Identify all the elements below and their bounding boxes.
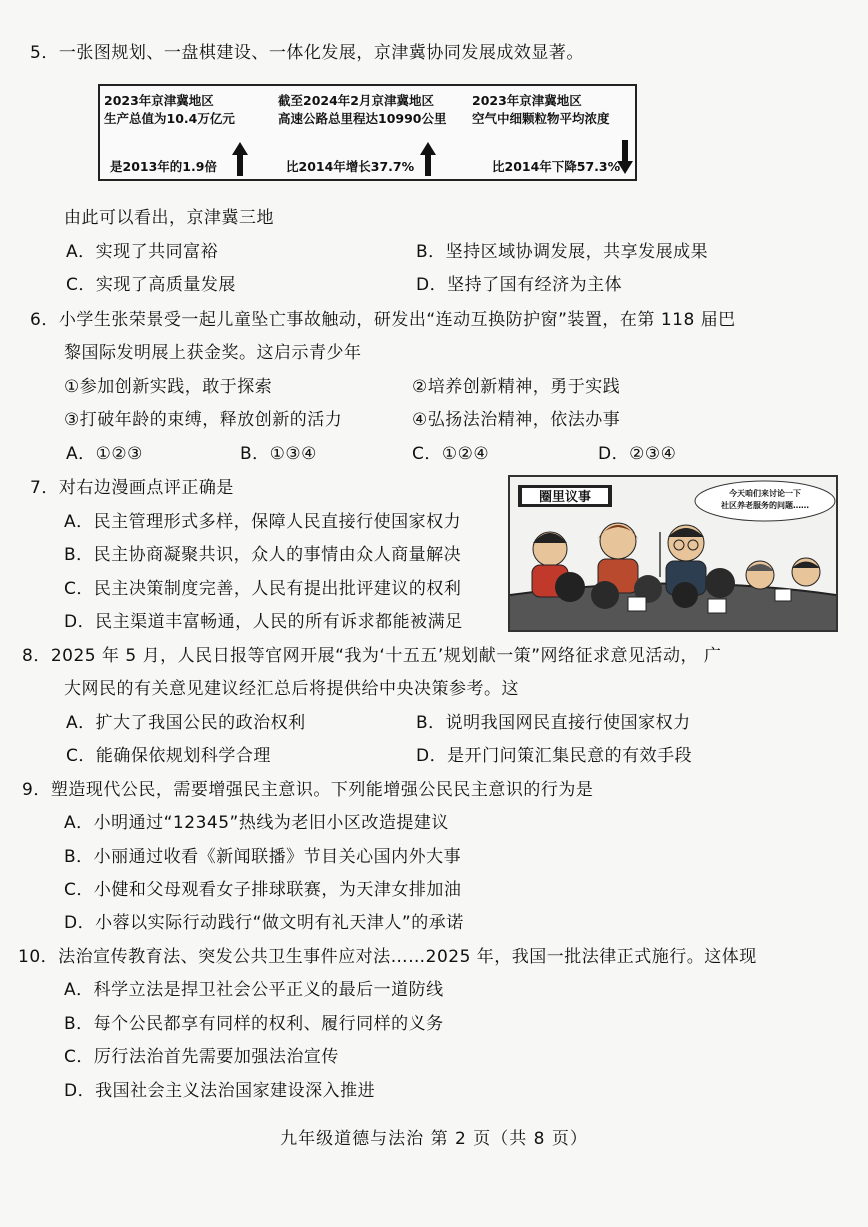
- q5-option-d[interactable]: D．坚持了国有经济为主体: [416, 275, 623, 295]
- q5-data-2-line2: 高速公路总里程达10990公里: [278, 111, 447, 126]
- q10-option-b[interactable]: B．每个公民都享有同样的权利、履行同样的义务: [64, 1014, 444, 1034]
- q5-lead: 由此可以看出，京津冀三地: [64, 208, 274, 228]
- q6-item-3: ③打破年龄的束缚，释放创新的活力: [64, 410, 343, 430]
- q6-item-2: ②培养创新精神，勇于实践: [412, 377, 621, 397]
- q5-data-3-line2: 空气中细颗粒物平均浓度: [472, 111, 610, 126]
- q6-option-a[interactable]: A．①②③: [66, 444, 143, 464]
- q5-data-2-line3: 比2014年增长37.7%: [286, 159, 415, 174]
- q8-option-b[interactable]: B．说明我国网民直接行使国家权力: [416, 713, 691, 733]
- q7-option-d[interactable]: D．民主渠道丰富畅通，人民的所有诉求都能被满足: [64, 612, 463, 632]
- q6-option-d[interactable]: D．②③④: [598, 444, 677, 464]
- q5-data-1-line2: 生产总值为10.4万亿元: [104, 111, 235, 126]
- q5-option-a[interactable]: A．实现了共同富裕: [66, 242, 219, 262]
- q8-stem-line1: 8．2025 年 5 月，人民日报等官网开展“我为‘十五五’规划献一策”网络征求意见活动， 广: [22, 646, 722, 666]
- q7-stem: 7．对右边漫画点评正确是: [30, 478, 234, 498]
- q5-data-3-line1: 2023年京津冀地区: [472, 93, 582, 108]
- q9-option-a[interactable]: A．小明通过“12345”热线为老旧小区改造提建议: [64, 813, 449, 833]
- q10-stem: 10．法治宣传教育法、突发公共卫生事件应对法……2025 年，我国一批法律正式施行。这体现: [18, 947, 757, 967]
- page-footer: 九年级道德与法治 第 2 页（共 8 页）: [280, 1129, 588, 1149]
- q6-stem-line2: 黎国际发明展上获金奖。这启示青少年: [64, 343, 362, 363]
- q5-data-1-line3: 是2013年的1.9倍: [110, 159, 217, 174]
- q5-option-b[interactable]: B．坚持区域协调发展，共享发展成果: [416, 242, 709, 262]
- comic-bubble-line1: 今天咱们来讨论一下: [729, 489, 801, 498]
- q7-option-c[interactable]: C．民主决策制度完善，人民有提出批评建议的权利: [64, 579, 462, 599]
- q10-option-a[interactable]: A．科学立法是捍卫社会公平正义的最后一道防线: [64, 980, 444, 1000]
- q8-option-a[interactable]: A．扩大了我国公民的政治权利: [66, 713, 306, 733]
- q6-stem-line1: 6．小学生张荣景受一起儿童坠亡事故触动，研发出“连动互换防护窗”装置，在第 118 届巴: [30, 310, 736, 330]
- comic-drawing: [510, 477, 836, 630]
- q5-data-box: [98, 84, 637, 181]
- q6-item-4: ④弘扬法治精神，依法办事: [412, 410, 621, 430]
- q6-option-c[interactable]: C．①②④: [412, 444, 490, 464]
- q6-item-1: ①参加创新实践，敢于探索: [64, 377, 273, 397]
- q5-data-3-line3: 比2014年下降57.3%: [492, 159, 621, 174]
- q9-stem: 9．塑造现代公民，需要增强民主意识。下列能增强公民民主意识的行为是: [22, 780, 594, 800]
- q7-option-b[interactable]: B．民主协商凝聚共识，众人的事情由众人商量解决: [64, 545, 462, 565]
- q10-option-d[interactable]: D．我国社会主义法治国家建设深入推进: [64, 1081, 376, 1101]
- q8-option-c[interactable]: C．能确保依规划科学合理: [66, 746, 271, 766]
- q7-option-a[interactable]: A．民主管理形式多样，保障人民直接行使国家权力: [64, 512, 462, 532]
- q6-option-b[interactable]: B．①③④: [240, 444, 317, 464]
- q5-stem: 5．一张图规划、一盘棋建设、一体化发展，京津冀协同发展成效显著。: [30, 43, 584, 63]
- q9-option-d[interactable]: D．小蓉以实际行动践行“做文明有礼天津人”的承诺: [64, 913, 464, 933]
- q9-option-c[interactable]: C．小健和父母观看女子排球联赛，为天津女排加油: [64, 880, 462, 900]
- comic-bubble-line2: 社区养老服务的问题……: [721, 501, 809, 510]
- comic-illustration: [508, 475, 838, 632]
- q8-option-d[interactable]: D．是开门问策汇集民意的有效手段: [416, 746, 693, 766]
- q9-option-b[interactable]: B．小丽通过收看《新闻联播》节目关心国内外大事: [64, 847, 462, 867]
- q5-data-1-line1: 2023年京津冀地区: [104, 93, 214, 108]
- q5-option-c[interactable]: C．实现了高质量发展: [66, 275, 236, 295]
- q8-stem-line2: 大网民的有关意见建议经汇总后将提供给中央决策参考。这: [64, 679, 519, 699]
- q10-option-c[interactable]: C．厉行法治首先需要加强法治宣传: [64, 1047, 339, 1067]
- q5-data-2-line1: 截至2024年2月京津冀地区: [278, 93, 434, 108]
- comic-sign-text: 圈里议事: [538, 490, 592, 505]
